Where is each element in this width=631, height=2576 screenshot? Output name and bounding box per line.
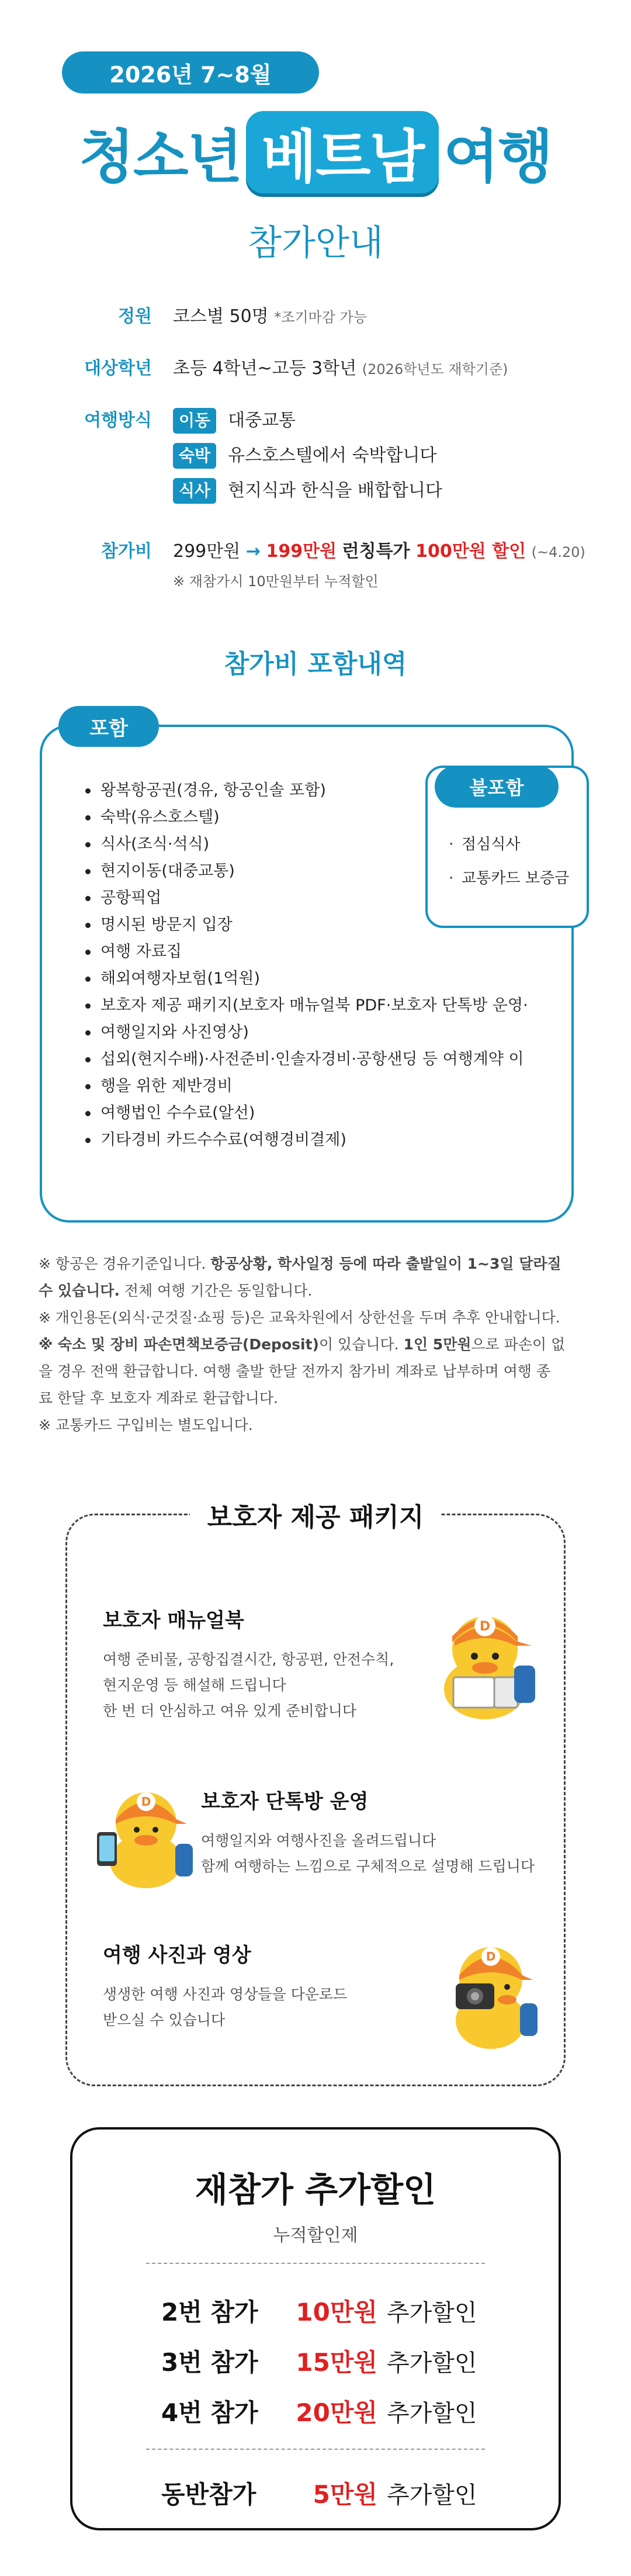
list-item-continued: 행을 위한 제반경비 — [85, 1073, 541, 1100]
duck-phone-icon — [88, 1774, 199, 1891]
date-badge: 2026년 7~8월 — [62, 51, 319, 94]
discount-amount: 15만원 — [296, 2348, 377, 2377]
note-bold: 1인 5만원 — [403, 1336, 471, 1353]
list-item: · 점심식사 — [449, 827, 569, 861]
package-item-manual — [103, 1604, 430, 1724]
title-highlight: 베트남 — [246, 111, 439, 193]
package-item-media — [103, 1939, 418, 2033]
package-item-line: 함께 여행하는 느낌으로 구체적으로 설명해 드립니다 — [201, 1858, 535, 1875]
note-2: ※ 개인용돈(외식·군것질·쇼핑 등)은 교육차원에서 상한선을 두며 추후 안내합니다. — [39, 1309, 560, 1326]
package-item-title: 여행 사진과 영상 — [103, 1944, 251, 1967]
note-3-cont: 을 경우 전액 환급합니다. 여행 출발 한달 전까지 참가비 계좌로 납부하며 여행 종 — [39, 1363, 551, 1380]
list-item: 보호자 제공 패키지(보호자 매뉴얼북 PDF·보호자 단톡방 운영· — [85, 992, 541, 1019]
discount-label: 동반참가 — [161, 2480, 256, 2509]
discount-amount: 10만원 — [296, 2298, 377, 2326]
page-title — [0, 111, 631, 193]
capacity-note: *조기마감 가능 — [274, 309, 367, 326]
list-item: 식사(조식·석식) — [85, 831, 541, 858]
capacity-value: 코스별 50명 — [173, 306, 269, 327]
fee-original: 299만원 — [173, 541, 241, 562]
note-bold: 항공상황, 학사일정 등에 따라 출발일이 1~3일 달라질 — [210, 1255, 561, 1272]
note-3-cont: 료 한달 후 보호자 계좌로 환급합니다. — [39, 1390, 278, 1407]
duck-cap-letter: D — [141, 1795, 151, 1809]
list-item: 섭외(현지수배)·사전준비·인솔자경비·공항샌딩 등 여행계약 이 — [85, 1046, 541, 1073]
note-text: 으로 파손이 없 — [471, 1336, 566, 1353]
note-bold: 수 있습니다. — [39, 1282, 120, 1299]
info-value — [173, 408, 442, 513]
discount-suffix: 추가할인 — [387, 2481, 477, 2509]
note-text: ※ 항공은 경유기준입니다. — [39, 1255, 211, 1272]
title-post: 여행 — [443, 124, 552, 191]
mode-tag: 숙박 — [173, 443, 216, 469]
discount-suffix: 추가할인 — [387, 2400, 477, 2427]
list-item: 해외여행자보험(1억원) — [85, 965, 541, 992]
discount-row — [146, 2293, 497, 2328]
page-subtitle: 참가안내 — [248, 223, 383, 264]
target-value: 초등 4학년~고등 3학년 — [173, 358, 357, 379]
target-note: (2026학년도 재학기준) — [362, 361, 508, 378]
title-pre: 청소년 — [79, 124, 242, 191]
info-label: 참가비 — [101, 541, 152, 562]
notes — [39, 1251, 599, 1439]
duck-cap-letter: D — [479, 1619, 491, 1634]
note-text: 이 있습니다. — [318, 1336, 404, 1353]
discount-label: 2번 참가 — [161, 2298, 258, 2326]
package-item-title: 보호자 매뉴얼북 — [103, 1609, 244, 1632]
info-label: 대상학년 — [84, 358, 152, 379]
list-item: · 교통카드 보증금 — [449, 861, 569, 895]
fee-deadline: (~4.20) — [531, 544, 585, 560]
list-item: 공항픽업 — [85, 885, 541, 912]
package-item-chatroom — [201, 1785, 563, 1879]
included-badge: 포함 — [58, 706, 159, 747]
inclusion-section-title: 참가비 포함내역 — [224, 649, 407, 679]
fee-note: ※ 재참가시 10만원부터 누적할인 — [173, 573, 379, 590]
package-item-line: 한 번 더 안심하고 여유 있게 준비합니다 — [103, 1702, 357, 1719]
list-item: 왕복항공권(경유, 항공인솔 포함) — [85, 777, 541, 804]
mode-line — [173, 408, 442, 434]
fee-discount: 100만원 할인 — [415, 541, 526, 562]
info-label: 여행방식 — [84, 410, 152, 431]
info-row-fee — [47, 539, 608, 594]
info-label: 정원 — [118, 306, 152, 327]
list-item: 여행 자료집 — [85, 939, 541, 965]
list-item: 여행법인 수수료(알선) — [85, 1100, 541, 1127]
package-item-line: 여행 준비물, 공항집결시간, 항공편, 안전수칙, — [103, 1651, 394, 1668]
package-title: 보호자 제공 패키지 — [190, 1496, 442, 1533]
info-row-target — [47, 356, 608, 382]
discount-suffix: 추가할인 — [387, 2299, 477, 2326]
package-item-line: 받으실 수 있습니다 — [103, 2011, 226, 2028]
info-value — [173, 356, 508, 382]
info-row-mode — [47, 408, 608, 513]
package-item-line: 여행일지와 여행사진을 올려드립니다 — [201, 1832, 436, 1849]
package-item-line: 현지운영 등 해설해 드립니다 — [103, 1677, 286, 1694]
fee-sale: 199만원 — [266, 541, 337, 562]
excluded-badge: 불포함 — [435, 766, 559, 808]
mode-text: 현지식과 한식을 배합합니다 — [228, 480, 442, 501]
mode-tag: 식사 — [173, 478, 216, 504]
package-title-wrap — [0, 1496, 631, 1533]
info-value — [173, 304, 367, 330]
info-table — [47, 304, 608, 620]
discount-subtitle: 누적할인제 — [273, 2225, 358, 2246]
package-item-line: 생생한 여행 사진과 영상들을 다운로드 — [103, 1986, 348, 2003]
discount-amount: 20만원 — [296, 2398, 377, 2427]
duck-camera-icon — [432, 1928, 549, 2051]
list-item: 현지이동(대중교통) — [85, 858, 541, 885]
list-item: 명시된 방문지 입장 — [85, 912, 541, 939]
duck-reading-book-icon — [421, 1595, 549, 1724]
discount-row — [146, 2343, 497, 2378]
mode-tag: 이동 — [173, 408, 216, 434]
discount-title: 재참가 추가할인 — [195, 2170, 436, 2210]
note-1-cont — [39, 1277, 599, 1304]
arrow-right-icon: → — [245, 541, 261, 562]
divider — [146, 2263, 485, 2264]
note-3 — [39, 1331, 599, 1358]
note-4: ※ 교통카드 구입비는 별도입니다. — [39, 1417, 253, 1434]
discount-amount: 5만원 — [313, 2480, 377, 2509]
divider — [146, 2449, 485, 2450]
note-bold: ※ 숙소 및 장비 파손면책보증금(Deposit) — [39, 1336, 319, 1353]
list-item: 숙박(유스호스텔) — [85, 804, 541, 831]
note-text: 전체 여행 기간은 동일합니다. — [119, 1282, 313, 1299]
mode-line — [173, 443, 442, 469]
mode-text: 대중교통 — [228, 410, 296, 431]
fee-launch-label: 런칭특가 — [342, 541, 410, 562]
discount-label: 3번 참가 — [161, 2348, 258, 2377]
excluded-list — [449, 827, 569, 895]
package-item-title: 보호자 단톡방 운영 — [201, 1790, 369, 1813]
mode-line — [173, 478, 442, 504]
info-value — [173, 539, 585, 594]
discount-label: 4번 참가 — [161, 2398, 258, 2427]
list-item-continued: 여행일지와 사진영상) — [85, 1019, 541, 1046]
discount-row — [146, 2394, 497, 2429]
fee-line — [173, 539, 585, 565]
discount-row — [146, 2475, 497, 2511]
duck-cap-letter: D — [486, 1950, 496, 1964]
note-1 — [39, 1251, 599, 1277]
list-item: 기타경비 카드수수료(여행경비결제) — [85, 1127, 541, 1154]
discount-suffix: 추가할인 — [387, 2349, 477, 2377]
mode-text: 유스호스텔에서 숙박합니다 — [228, 445, 437, 466]
info-row-capacity — [47, 304, 608, 330]
